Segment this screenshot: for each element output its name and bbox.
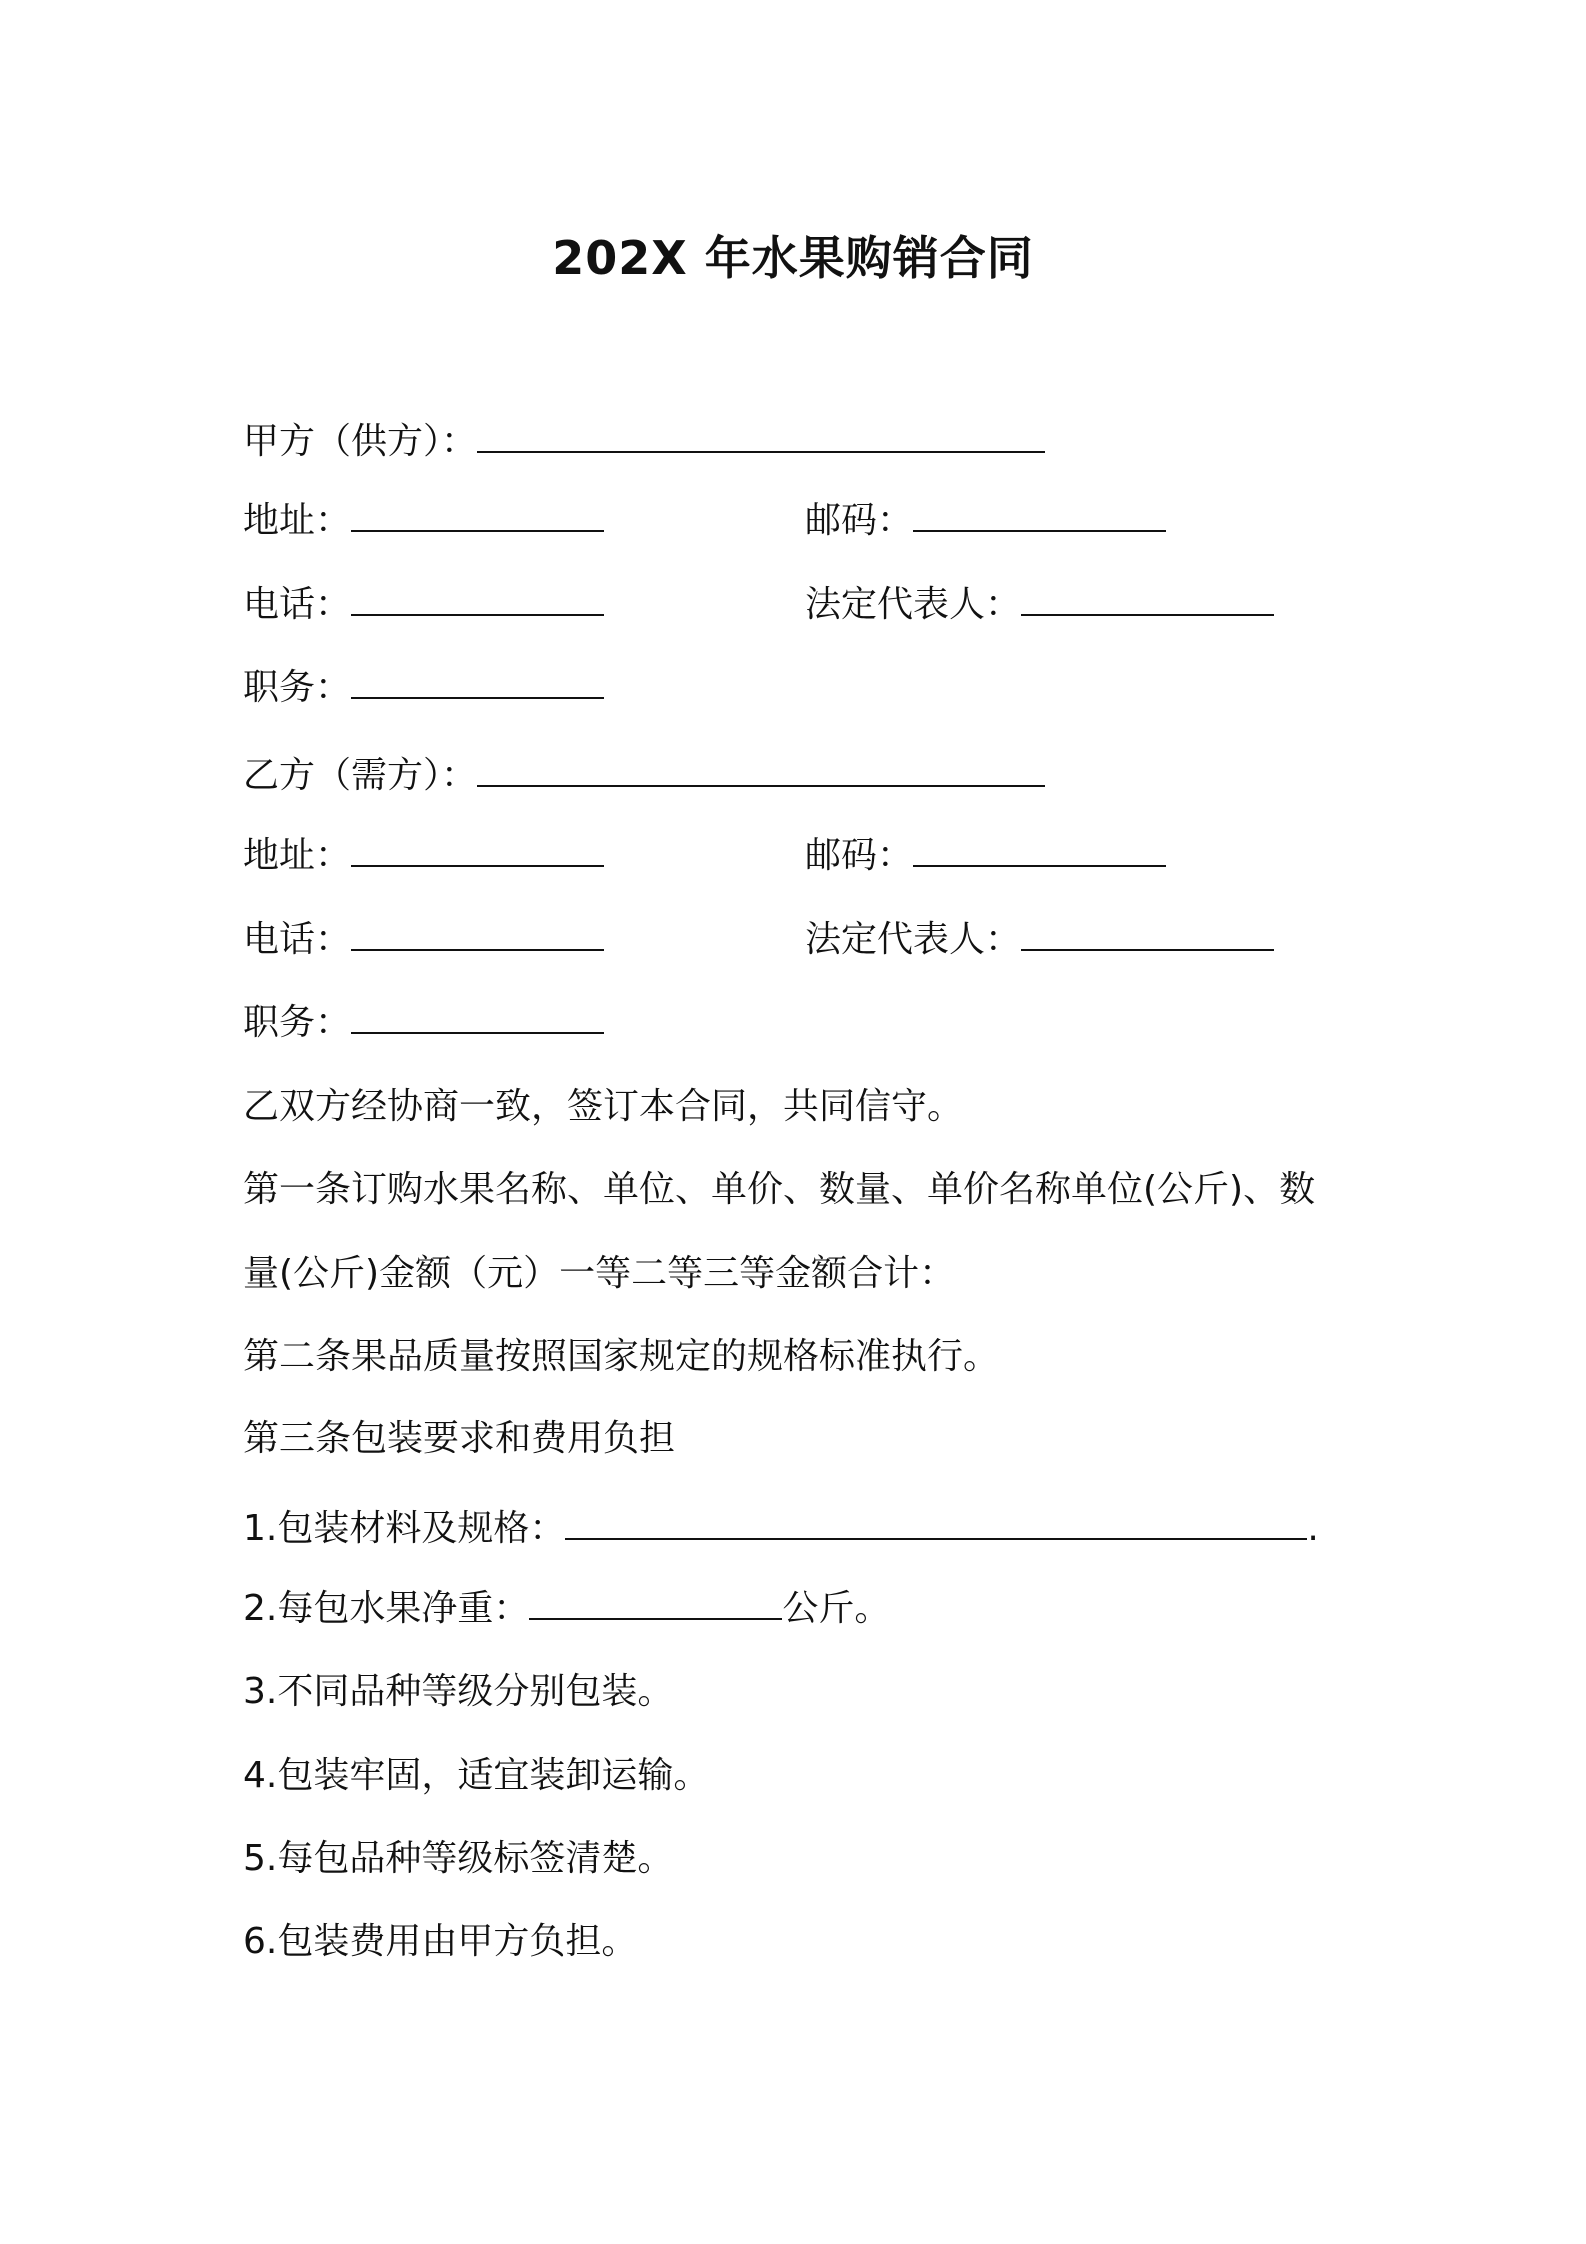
party-b-zip-label: 邮码：	[805, 835, 914, 876]
party-b-address-label: 地址：	[243, 835, 352, 876]
party-a-zip-row	[805, 497, 1166, 545]
item-2-label: 2.每包水果净重：	[243, 1588, 530, 1629]
party-a-position-row	[243, 664, 604, 712]
item-1-blank[interactable]	[565, 1508, 1307, 1540]
article-3-heading: 第三条包装要求和费用负担	[243, 1418, 676, 1459]
party-b-phone-row	[243, 916, 604, 964]
article-1-line-2: 量(公斤)金额（元）一等二等三等金额合计：	[243, 1253, 956, 1294]
item-5: 5.每包品种等级标签清楚。	[243, 1838, 674, 1879]
article-2: 第二条果品质量按照国家规定的规格标准执行。	[243, 1336, 1000, 1377]
party-a-name-blank[interactable]	[477, 421, 1045, 453]
item-2-unit: 公斤。	[782, 1588, 891, 1629]
party-b-position-blank[interactable]	[351, 1002, 604, 1034]
item-4: 4.包装牢固，适宜装卸运输。	[243, 1755, 710, 1796]
party-b-zip-blank[interactable]	[913, 835, 1166, 867]
item-3: 3.不同品种等级分别包装。	[243, 1671, 674, 1712]
intro-paragraph: 乙双方经协商一致，签订本合同，共同信守。	[243, 1086, 964, 1127]
party-a-address-label: 地址：	[243, 500, 352, 541]
party-a-rep-row	[805, 581, 1274, 629]
item-2-blank[interactable]	[529, 1588, 782, 1620]
party-b-zip-row	[805, 832, 1166, 880]
party-b-heading: 乙方（需方）：	[243, 755, 478, 796]
party-b-rep-blank[interactable]	[1021, 919, 1274, 951]
item-6: 6.包装费用由甲方负担。	[243, 1921, 638, 1962]
party-a-address-blank[interactable]	[351, 500, 604, 532]
item-1-row	[243, 1505, 1319, 1553]
party-a-zip-blank[interactable]	[913, 500, 1166, 532]
party-a-phone-row	[243, 581, 604, 629]
party-b-position-row	[243, 999, 604, 1047]
party-b-name-blank[interactable]	[477, 755, 1045, 787]
party-b-phone-blank[interactable]	[351, 919, 604, 951]
party-a-rep-label: 法定代表人：	[805, 584, 1022, 625]
party-a-position-blank[interactable]	[351, 667, 604, 699]
party-a-heading-row	[243, 418, 1045, 466]
party-b-heading-row	[243, 752, 1045, 800]
item-1-end: .	[1307, 1508, 1319, 1549]
party-b-phone-label: 电话：	[243, 919, 352, 960]
party-a-rep-blank[interactable]	[1021, 584, 1274, 616]
party-a-phone-blank[interactable]	[351, 584, 604, 616]
party-a-heading: 甲方（供方）：	[243, 421, 478, 462]
page-title: 202X 年水果购销合同	[552, 231, 1034, 285]
party-b-address-blank[interactable]	[351, 835, 604, 867]
party-a-zip-label: 邮码：	[805, 500, 914, 541]
item-1-label: 1.包装材料及规格：	[243, 1508, 566, 1549]
item-2-row	[243, 1585, 890, 1633]
article-1-line-1: 第一条订购水果名称、单位、单价、数量、单价名称单位(公斤)、数	[243, 1169, 1316, 1210]
party-b-rep-label: 法定代表人：	[805, 919, 1022, 960]
party-a-address-row	[243, 497, 604, 545]
party-a-position-label: 职务：	[243, 667, 352, 708]
party-b-rep-row	[805, 916, 1274, 964]
party-a-phone-label: 电话：	[243, 584, 352, 625]
party-b-position-label: 职务：	[243, 1002, 352, 1043]
party-b-address-row	[243, 832, 604, 880]
